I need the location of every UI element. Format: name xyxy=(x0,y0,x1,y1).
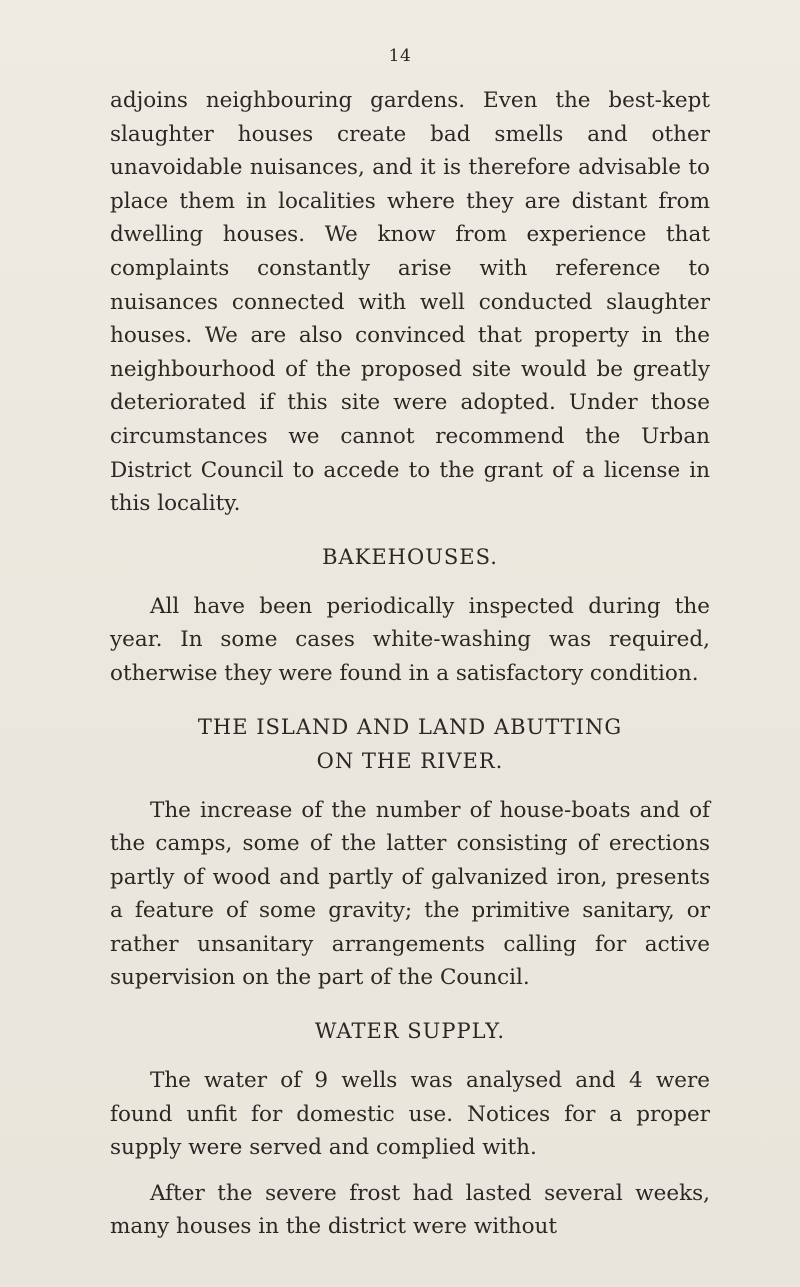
heading-line: ON THE RIVER. xyxy=(316,748,504,773)
heading-bakehouses xyxy=(110,540,710,574)
heading-line: WATER SUPPLY. xyxy=(314,1019,506,1044)
heading-water-supply xyxy=(110,1014,710,1048)
heading-line: BAKEHOUSES. xyxy=(322,544,498,569)
page-content xyxy=(110,84,710,1244)
heading-line: THE ISLAND AND LAND ABUTTING xyxy=(197,714,623,739)
water-supply-paragraph: The water of 9 wells was analysed and 4 were found unfit for domestic use. Notices for a proper supply were served and complied with. xyxy=(110,1068,710,1161)
frost-paragraph: After the severe frost had lasted several weeks, many houses in the district were without xyxy=(110,1180,710,1240)
intro-paragraph: adjoins neighbouring gardens. Even the best-kept slaughter houses create bad smells and other unavoidable nuisances, and it is therefore advisable to place them in localities where they are distant from dwelling houses. We know from experience that complaints constantly arise with reference to nuisances connected with well conducted slaughter houses. We are also convinced that property in the neighbourhood of the proposed site would be greatly deteriorated if this site were adopted. Under those circumstances we cannot recommend the Urban District Council to accede to the grant of a license in this locality. xyxy=(110,88,710,517)
page-number: 14 xyxy=(388,46,412,66)
island-paragraph: The increase of the number of house-boats and of the camps, some of the latter consisting of erections partly of wood and partly of galvanized iron, presents a feature of some gravity; the primitive sanitary, or rather unsanitary arrangements calling for active supervision on the part of the Council. xyxy=(110,797,710,991)
heading-island-and-land xyxy=(110,710,710,778)
bakehouses-paragraph: All have been periodically inspected during the year. In some cases white-washing was required, otherwise they were found in a satisfactory condition. xyxy=(110,593,710,686)
